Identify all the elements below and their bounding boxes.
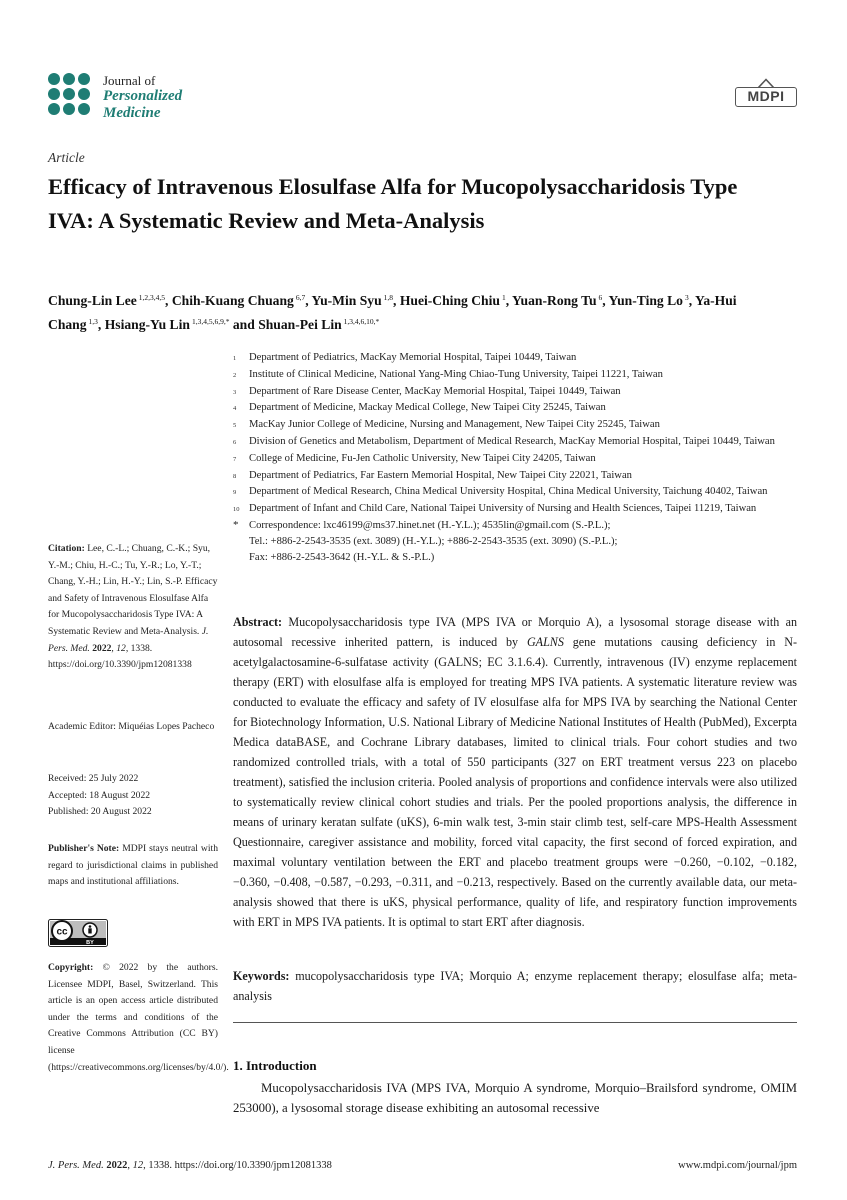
copyright-label: Copyright:: [48, 962, 94, 973]
affiliation-item: [233, 468, 793, 485]
footer-doi[interactable]: , 1338. https://doi.org/10.3390/jpm12081338: [143, 1160, 332, 1171]
footer-volume: 12: [132, 1160, 144, 1171]
author-name: Chih-Kuang Chuang: [171, 293, 294, 308]
author-separator: ,: [305, 293, 312, 308]
author-affiliation-marks: 1,3,4,6,10,*: [343, 317, 380, 326]
correspondence-phones: Tel.: +886-2-2543-3535 (ext. 3089) (H.-Y.L.); +886-2-2543-3535 (ext. 3090) (S.-P.L.);: [249, 535, 618, 547]
author-name: Yun-Ting Lo: [608, 293, 683, 308]
citation-text: Lee, C.-L.; Chuang, C.-K.; Syu, Y.-M.; Chiu, H.-C.; Tu, Y.-R.; Lo, Y.-T.; Chang, Y.-H.; Lin, H.-Y.; Lin, S.-P. Efficacy and Safety of Intravenous Elosulfase Alfa for Mucopolysaccharidosis Type IVA: A Systematic Review and Meta-Analysis.: [48, 543, 218, 637]
academic-editor: Academic Editor: Miquéias Lopes Pacheco: [48, 721, 215, 732]
correspondence-fax: Fax: +886-2-2543-3642 (H.-Y.L. & S.-P.L.): [249, 551, 435, 563]
author-name: Chung-Lin Lee: [48, 293, 137, 308]
abstract-label: Abstract:: [233, 615, 283, 629]
affiliation-list: [233, 350, 793, 565]
affiliation-item: [233, 367, 793, 384]
author-affiliation-marks: 1,3: [88, 317, 98, 326]
author-list: [48, 287, 798, 335]
citation-year: 2022: [92, 642, 112, 654]
publisher-logo: [735, 78, 797, 110]
affiliation-item: [233, 417, 793, 434]
author-affiliation-marks: 1,8: [383, 293, 394, 302]
affiliation-item: [233, 384, 793, 401]
copyright-text: © 2022 by the authors. Licensee MDPI, Basel, Switzerland. This article is an open access article distributed under the terms and conditions of the Creative Commons Attribution (CC BY) license (https://creativecommons.org/licenses/by/4.0/).: [48, 962, 229, 1073]
introduction-text: Mucopolysaccharidosis IVA (MPS IVA, Morquio A syndrome, Morquio–Brailsford syndrome, OMIM 253000), a lysosomal storage disease exhibiting an autosomal recessive: [233, 1081, 797, 1115]
journal-logo: [48, 73, 182, 122]
citation-doi[interactable]: , 1338. https://doi.org/10.3390/jpm12081338: [48, 642, 192, 671]
keywords: [233, 966, 797, 1006]
author-name: Yuan-Rong Tu: [511, 293, 597, 308]
cc-badge-label: BY: [86, 940, 94, 946]
author-name: Yu-Min Syu: [311, 293, 382, 308]
keywords-text: mucopolysaccharidosis type IVA; Morquio A; enzyme replacement therapy; elosulfase alfa; meta-analysis: [233, 969, 797, 1003]
footer-journal: J. Pers. Med.: [48, 1160, 104, 1171]
journal-name: [103, 73, 182, 122]
author-affiliation-marks: 1: [501, 293, 506, 302]
affiliation-number: 9: [233, 489, 237, 497]
affiliation-number: 7: [233, 455, 237, 463]
affiliation-text: Department of Medical Research, China Medical University Hospital, China Medical University, Taichung 40402, Taiwan: [249, 486, 768, 498]
affiliation-item: [233, 400, 793, 417]
affiliation-number: 6: [233, 438, 237, 446]
article-title: Efficacy of Intravenous Elosulfase Alfa for Mucopolysaccharidosis Type IVA: A Systematic Review and Meta-Analysis: [48, 174, 738, 233]
correspondence-emails: Correspondence: lxc46199@ms37.hinet.net (H.-Y.L.); 4535lin@gmail.com (S.-P.L.);: [249, 519, 611, 531]
affiliation-text: College of Medicine, Fu-Jen Catholic University, New Taipei City 24205, Taiwan: [249, 452, 596, 464]
abstract: [233, 612, 797, 932]
affiliation-number: 2: [233, 371, 237, 379]
abstract-text-part2: gene mutations causing deficiency in N-acetylgalactosamine-6-sulfatase activity (GALNS; EC 3.1.6.4). Currently, intravenous (IV) enzyme replacement therapy (ERT) with elosulfase alfa is employed for treating MPS IVA patients. A systematic literature review was conducted to evaluate the efficacy and safety of IV elosulfase alfa for MPS IVA by searching the National Center for Biotechnology Information, U.S. National Library of Medicine National Institutes of Health (PubMed), Excerpta Medica dataBASE, and Cochrane Library databases, limited to clinical trials. Four cohort studies and two randomized controlled trials, with a total of 550 participants (327 on ERT treatment versus 223 on placebo treatment), satisfied the inclusion criteria. Pooled analysis of proportions and confidence intervals were also utilized to systematically review clinical cohort studies and trials. Per the pooled proportions analysis, the difference in means of urinary keratan sulfate (uKS), 6-min walk test, 3-min stair climb test, self-care MPS-Health Assessment Questionnaire, caregiver assistance and mobility, forced vital capacity, the first second of forced expiration, and maximal voluntary ventilation between the ERT and placebo treatment groups were −0.260, −0.102, −0.182, −0.360, −0.408, −0.587, −0.293, −0.311, and −0.213, respectively. Based on the currently available data, our meta-analysis showed that there is uKS, physical performance, quality of life, and respiratory function improvements with ERT in MPS IVA patients. It is optimal to start ERT after diagnosis.: [233, 635, 797, 929]
affiliation-text: Division of Genetics and Metabolism, Department of Medical Research, MacKay Memorial Hospital, Taipei 10449, Taiwan: [249, 435, 775, 447]
affiliation-number: 10: [233, 506, 240, 514]
affiliation-number: 5: [233, 422, 237, 430]
affiliation-number: 4: [233, 405, 237, 413]
published-date: Published: 20 August 2022: [48, 806, 152, 818]
citation-block: Citation: Lee, C.-L.; Chuang, C.-K.; Syu, Y.-M.; Chiu, H.-C.; Tu, Y.-R.; Lo, Y.-T.; Chang, Y.-H.; Lin, H.-Y.; Lin, S.-P. Efficacy and Safety of Intravenous Elosulfase Alfa for Mucopolysaccharidosis Type IVA: A Systematic Review and Meta-Analysis. J. Pers. Med. 2022, 12, 1338. https://doi.org/10.3390/jpm12081338: [48, 543, 218, 671]
author-separator: ,: [165, 293, 172, 308]
affiliation-text: Institute of Clinical Medicine, National Yang-Ming Chiao-Tung University, Taipei 11221, Taiwan: [249, 368, 663, 380]
author-separator: and: [229, 317, 259, 332]
author-name: Ya-Hui Chang: [48, 293, 737, 332]
journal-name-line1: Journal of: [103, 73, 156, 88]
author-name: Hsiang-Yu Lin: [104, 317, 190, 332]
footer-year: 2022: [106, 1160, 128, 1171]
publisher-note-label: Publisher's Note:: [48, 843, 120, 854]
author-separator: ,: [688, 293, 696, 308]
citation-volume: 12: [116, 642, 126, 654]
author-affiliation-marks: 3: [684, 293, 689, 302]
affiliation-number: 1: [233, 355, 237, 362]
author-separator: ,: [97, 317, 105, 332]
affiliation-text: Department of Pediatrics, Far Eastern Memorial Hospital, New Taipei City 22021, Taiwan: [249, 469, 632, 481]
footer-journal-url[interactable]: www.mdpi.com/journal/jpm: [678, 1160, 797, 1171]
svg-text:cc: cc: [56, 926, 68, 938]
copyright-block: [48, 960, 229, 1076]
affiliation-item: [233, 434, 793, 451]
journal-name-line3: Medicine: [103, 105, 161, 121]
dates-block: [48, 771, 218, 821]
publisher-note-text: MDPI stays neutral with regard to jurisdictional claims in published maps and institutional affiliations.: [48, 843, 218, 888]
citation-journal: J. Pers. Med.: [48, 625, 209, 654]
author-affiliation-marks: 6: [598, 293, 603, 302]
article-type: Article: [48, 150, 85, 165]
publisher-logo-text: MDPI: [735, 87, 797, 107]
affiliation-item: [233, 484, 793, 501]
author-separator: ,: [393, 293, 400, 308]
affiliation-number: 8: [233, 472, 237, 480]
divider: [233, 1022, 797, 1023]
author-separator: ,: [602, 293, 609, 308]
affiliation-text: Department of Pediatrics, MacKay Memorial Hospital, Taipei 10449, Taiwan: [249, 352, 577, 363]
cc-by-license-icon[interactable]: [48, 919, 108, 947]
affiliation-item: [233, 501, 793, 518]
correspondence-mark: *: [233, 518, 239, 531]
section-heading: 1. Introduction: [233, 1058, 317, 1073]
journal-name-line2: Personalized: [103, 88, 183, 104]
accepted-date: Accepted: 18 August 2022: [48, 789, 151, 801]
keywords-label: Keywords:: [233, 969, 290, 983]
author-separator: ,: [505, 293, 512, 308]
publisher-note: [48, 841, 218, 891]
received-date: Received: 25 July 2022: [48, 773, 139, 784]
abstract-gene-name: GALNS: [526, 635, 564, 649]
author-affiliation-marks: 1,3,4,5,6,9,*: [191, 317, 230, 326]
abstract-text-part1: Mucopolysaccharidosis type IVA (MPS IVA or Morquio A), a lysosomal storage disease with an autosomal recessive inherited pattern, is induced by: [233, 615, 797, 649]
author-name: Huei-Ching Chiu: [399, 293, 500, 308]
affiliation-item: [233, 451, 793, 468]
author-affiliation-marks: 6,7: [295, 293, 306, 302]
footer-citation: J. Pers. Med. 2022, 12, 1338. https://doi.org/10.3390/jpm12081338: [48, 1160, 332, 1171]
affiliation-text: Department of Medicine, Mackay Medical College, New Taipei City 25245, Taiwan: [249, 402, 606, 414]
journal-logo-dots-icon: [48, 73, 93, 118]
affiliation-text: Department of Infant and Child Care, National Taipei University of Nursing and Health Sciences, Taipei 11219, Taiwan: [249, 503, 757, 515]
citation-label: Citation:: [48, 543, 85, 554]
affiliation-number: 3: [233, 388, 237, 396]
affiliation-text: MacKay Junior College of Medicine, Nursing and Management, New Taipei City 25245, Taiwan: [249, 419, 660, 431]
affiliation-item: [233, 350, 793, 367]
correspondence: [233, 518, 793, 565]
author-affiliation-marks: 1,2,3,4,5: [138, 293, 166, 302]
affiliation-text: Department of Rare Disease Center, MacKay Memorial Hospital, Taipei 10449, Taiwan: [249, 385, 621, 397]
author-name: Shuan-Pei Lin: [258, 317, 342, 332]
